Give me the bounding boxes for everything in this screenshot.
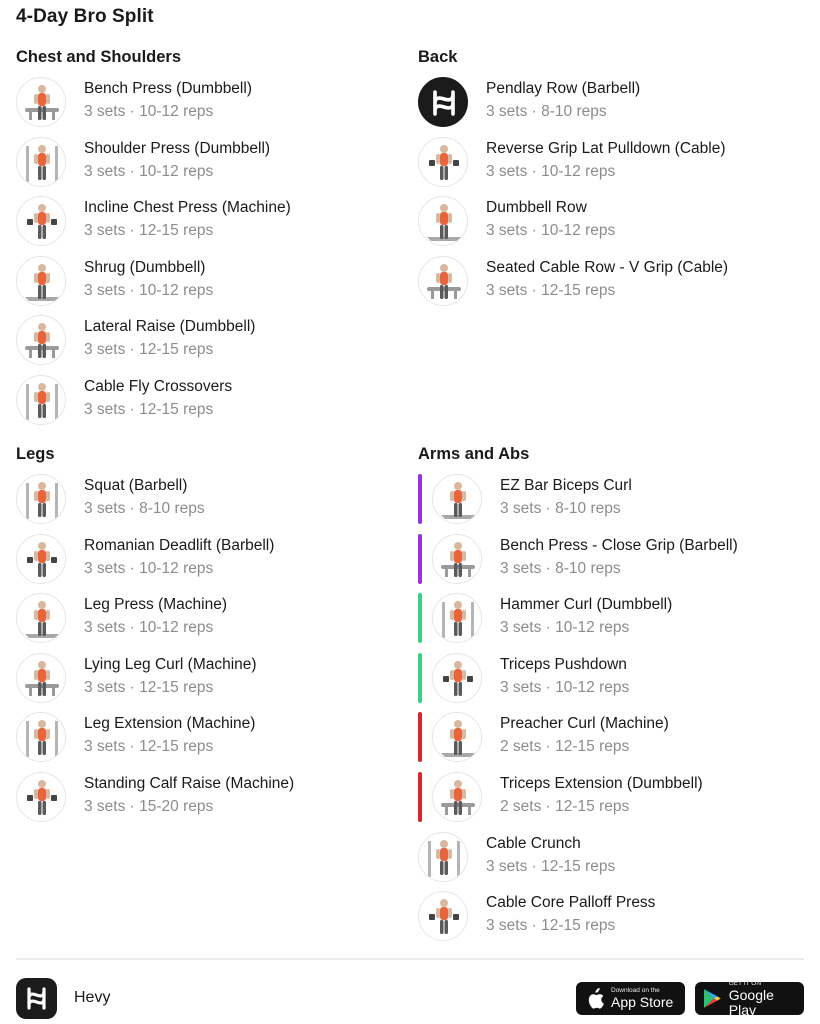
exercise-thumbnail bbox=[16, 772, 66, 822]
superset-indicator bbox=[418, 772, 422, 822]
exercise-thumbnail bbox=[432, 593, 482, 643]
exercise-name: EZ Bar Biceps Curl bbox=[500, 477, 632, 494]
exercise-row-hammer-curl-dumbbell[interactable] bbox=[418, 593, 803, 653]
exercise-sets-reps: 3 sets · 15-20 reps bbox=[84, 797, 214, 815]
exercise-text bbox=[486, 77, 640, 122]
exercise-thumbnail bbox=[16, 534, 66, 584]
exercise-thumbnail bbox=[16, 256, 66, 306]
exercise-sets-reps: 3 sets · 10-12 reps bbox=[84, 162, 214, 180]
footer-divider bbox=[16, 958, 804, 960]
exercise-sets-reps: 3 sets · 12-15 reps bbox=[486, 281, 616, 299]
exercise-row-dumbbell-row[interactable] bbox=[418, 196, 803, 256]
exercise-row-leg-press-machine[interactable] bbox=[16, 593, 401, 653]
exercise-thumbnail bbox=[16, 593, 66, 643]
exercise-thumbnail bbox=[16, 653, 66, 703]
superset-indicator bbox=[418, 593, 422, 643]
exercise-row-seated-cable-row-v-grip-cable[interactable] bbox=[418, 256, 803, 316]
superset-indicator bbox=[418, 474, 422, 524]
app-store-small-label: Download on the bbox=[611, 987, 660, 994]
section-arms-and-abs bbox=[418, 442, 803, 951]
exercise-name: Triceps Pushdown bbox=[500, 655, 627, 673]
exercise-thumbnail bbox=[16, 375, 66, 425]
exercise-name: Bench Press (Dumbbell) bbox=[84, 80, 252, 97]
page-title: 4-Day Bro Split bbox=[16, 6, 154, 27]
section-heading: Arms and Abs bbox=[418, 445, 530, 463]
exercise-thumbnail bbox=[16, 712, 66, 762]
exercise-thumbnail bbox=[418, 891, 468, 941]
exercise-name: Preacher Curl (Machine) bbox=[500, 715, 669, 733]
exercise-name: Lateral Raise (Dumbbell) bbox=[84, 318, 256, 336]
exercise-text bbox=[84, 137, 270, 182]
exercise-sets-reps: 3 sets · 10-12 reps bbox=[500, 678, 630, 696]
exercise-text bbox=[500, 474, 632, 519]
exercise-sets-reps: 3 sets · 8-10 reps bbox=[500, 559, 621, 577]
exercise-thumbnail bbox=[432, 474, 482, 524]
exercise-text bbox=[486, 256, 728, 301]
exercise-thumbnail bbox=[418, 196, 468, 246]
exercise-name: Shrug (Dumbbell) bbox=[84, 258, 206, 276]
exercise-row-cable-crunch[interactable] bbox=[418, 832, 803, 892]
exercise-name: Incline Chest Press (Machine) bbox=[84, 199, 291, 217]
exercise-name: Cable Crunch bbox=[486, 834, 581, 852]
exercise-text bbox=[500, 534, 738, 579]
google-play-button[interactable] bbox=[695, 979, 804, 1018]
exercise-sets-reps: 3 sets · 12-15 reps bbox=[486, 857, 616, 875]
exercise-name: Pendlay Row (Barbell) bbox=[486, 80, 641, 97]
exercise-text bbox=[486, 137, 726, 182]
exercise-row-preacher-curl-machine[interactable] bbox=[418, 712, 803, 772]
exercise-text bbox=[84, 712, 255, 757]
exercise-name: Shoulder Press (Dumbbell) bbox=[84, 139, 271, 157]
exercise-row-incline-chest-press-machine[interactable] bbox=[16, 196, 401, 256]
exercise-text bbox=[84, 315, 255, 360]
exercise-row-ez-bar-biceps-curl[interactable] bbox=[418, 474, 803, 534]
app-store-label: App Store bbox=[611, 994, 674, 1010]
exercise-list bbox=[16, 474, 401, 832]
exercise-thumbnail bbox=[16, 474, 66, 524]
exercise-row-bench-press-close-grip-barbell[interactable] bbox=[418, 534, 803, 594]
exercise-row-lying-leg-curl-machine[interactable] bbox=[16, 653, 401, 713]
exercise-text bbox=[84, 772, 294, 817]
exercise-row-squat-barbell[interactable] bbox=[16, 474, 401, 534]
exercise-row-cable-core-palloff-press[interactable] bbox=[418, 891, 803, 951]
exercise-sets-reps: 3 sets · 10-12 reps bbox=[84, 281, 214, 299]
exercise-thumbnail bbox=[16, 315, 66, 365]
exercise-list bbox=[16, 77, 401, 435]
section-heading: Back bbox=[418, 48, 458, 66]
exercise-text bbox=[500, 772, 703, 817]
exercise-thumbnail bbox=[16, 77, 66, 127]
exercise-row-standing-calf-raise-machine[interactable] bbox=[16, 772, 401, 832]
exercise-row-lateral-raise-dumbbell[interactable] bbox=[16, 315, 401, 375]
exercise-row-shoulder-press-dumbbell[interactable] bbox=[16, 137, 401, 197]
section-heading: Chest and Shoulders bbox=[16, 48, 182, 66]
app-name: Hevy bbox=[74, 989, 111, 1006]
exercise-sets-reps: 3 sets · 12-15 reps bbox=[84, 738, 214, 756]
exercise-text bbox=[84, 534, 274, 579]
exercise-row-triceps-extension-dumbbell[interactable] bbox=[418, 772, 803, 832]
exercise-row-shrug-dumbbell[interactable] bbox=[16, 256, 401, 316]
exercise-sets-reps: 3 sets · 12-15 reps bbox=[84, 222, 214, 240]
exercise-sets-reps: 3 sets · 10-12 reps bbox=[486, 222, 616, 240]
apple-icon bbox=[585, 988, 605, 1010]
exercise-sets-reps: 2 sets · 12-15 reps bbox=[500, 738, 630, 756]
exercise-name: Standing Calf Raise (Machine) bbox=[84, 774, 295, 792]
superset-indicator bbox=[418, 653, 422, 703]
exercise-thumbnail bbox=[16, 196, 66, 246]
exercise-text bbox=[84, 375, 232, 420]
exercise-sets-reps: 3 sets · 8-10 reps bbox=[84, 500, 205, 517]
exercise-sets-reps: 3 sets · 10-12 reps bbox=[84, 103, 214, 120]
google-play-label: Google Play bbox=[728, 986, 774, 1018]
exercise-text bbox=[84, 474, 205, 519]
exercise-list bbox=[418, 77, 803, 315]
exercise-name: Triceps Extension (Dumbbell) bbox=[500, 774, 703, 792]
exercise-row-leg-extension-machine[interactable] bbox=[16, 712, 401, 772]
exercise-name: Cable Core Palloff Press bbox=[486, 894, 656, 912]
exercise-thumbnail bbox=[418, 832, 468, 882]
exercise-sets-reps: 3 sets · 8-10 reps bbox=[500, 500, 621, 517]
section-back bbox=[418, 45, 803, 315]
section-chest-and-shoulders bbox=[16, 45, 401, 435]
exercise-sets-reps: 3 sets · 10-12 reps bbox=[84, 619, 214, 637]
exercise-text bbox=[84, 593, 227, 638]
exercise-sets-reps: 3 sets · 12-15 reps bbox=[84, 678, 214, 696]
superset-indicator bbox=[418, 712, 422, 762]
exercise-row-cable-fly-crossovers[interactable] bbox=[16, 375, 401, 435]
exercise-text bbox=[84, 653, 257, 698]
exercise-text bbox=[486, 891, 655, 936]
exercise-text bbox=[486, 196, 615, 241]
exercise-name: Romanian Deadlift (Barbell) bbox=[84, 536, 275, 554]
google-play-icon bbox=[703, 988, 722, 1009]
exercise-text bbox=[84, 256, 213, 301]
exercise-name: Cable Fly Crossovers bbox=[84, 377, 233, 395]
exercise-sets-reps: 3 sets · 10-12 reps bbox=[500, 619, 630, 637]
exercise-name: Bench Press - Close Grip (Barbell) bbox=[500, 536, 738, 554]
exercise-sets-reps: 3 sets · 8-10 reps bbox=[486, 103, 607, 120]
exercise-thumbnail bbox=[418, 256, 468, 306]
app-store-button[interactable] bbox=[576, 982, 685, 1015]
exercise-text bbox=[500, 593, 672, 638]
exercise-name: Hammer Curl (Dumbbell) bbox=[500, 596, 673, 614]
exercise-row-triceps-pushdown[interactable] bbox=[418, 653, 803, 713]
exercise-text bbox=[500, 712, 669, 757]
exercise-list bbox=[418, 474, 803, 951]
exercise-thumbnail bbox=[432, 653, 482, 703]
hevy-logo-icon bbox=[418, 77, 468, 127]
exercise-row-pendlay-row-barbell[interactable] bbox=[418, 77, 803, 137]
exercise-text bbox=[500, 653, 629, 698]
exercise-thumbnail bbox=[418, 137, 468, 187]
exercise-name: Lying Leg Curl (Machine) bbox=[84, 655, 257, 673]
exercise-text bbox=[486, 832, 615, 877]
exercise-name: Leg Extension (Machine) bbox=[84, 715, 256, 733]
superset-indicator bbox=[418, 534, 422, 584]
exercise-thumbnail bbox=[432, 712, 482, 762]
exercise-row-bench-press-dumbbell[interactable] bbox=[16, 77, 401, 137]
exercise-row-reverse-grip-lat-pulldown-cable[interactable] bbox=[418, 137, 803, 197]
exercise-name: Dumbbell Row bbox=[486, 199, 587, 217]
exercise-sets-reps: 3 sets · 10-12 reps bbox=[84, 559, 214, 577]
section-heading: Legs bbox=[16, 445, 55, 463]
exercise-name: Reverse Grip Lat Pulldown (Cable) bbox=[486, 139, 726, 157]
exercise-thumbnail bbox=[16, 137, 66, 187]
exercise-sets-reps: 3 sets · 12-15 reps bbox=[84, 400, 214, 418]
exercise-thumbnail bbox=[432, 772, 482, 822]
exercise-name: Seated Cable Row - V Grip (Cable) bbox=[486, 258, 729, 276]
exercise-text bbox=[84, 77, 252, 122]
exercise-row-romanian-deadlift-barbell[interactable] bbox=[16, 534, 401, 594]
exercise-sets-reps: 3 sets · 10-12 reps bbox=[486, 162, 616, 180]
hevy-logo-icon[interactable] bbox=[16, 978, 57, 1019]
exercise-name: Leg Press (Machine) bbox=[84, 596, 228, 614]
google-play-small-label: GET IT ON bbox=[728, 979, 762, 987]
exercise-sets-reps: 3 sets · 12-15 reps bbox=[486, 917, 616, 935]
section-legs bbox=[16, 442, 401, 832]
exercise-text bbox=[84, 196, 291, 241]
exercise-name: Squat (Barbell) bbox=[84, 477, 188, 494]
exercise-sets-reps: 2 sets · 12-15 reps bbox=[500, 797, 630, 815]
exercise-sets-reps: 3 sets · 12-15 reps bbox=[84, 341, 214, 359]
exercise-thumbnail bbox=[432, 534, 482, 584]
